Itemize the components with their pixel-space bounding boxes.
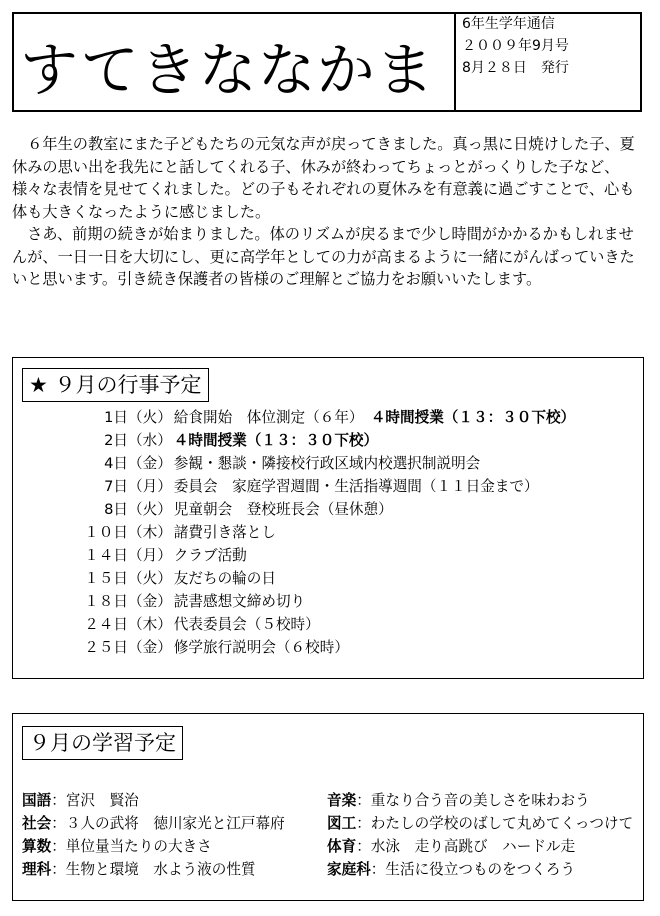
event-text: 委員会 家庭学習週間・生活指導週間（１１日金まで） <box>173 478 539 495</box>
event-row <box>62 452 575 475</box>
event-day: ２４日 <box>84 616 128 633</box>
study-right-column <box>327 789 633 881</box>
event-day: １５日 <box>84 570 128 587</box>
study-row <box>22 858 285 881</box>
event-row <box>62 498 575 521</box>
events-title: ★ ９月の行事予定 <box>22 368 209 402</box>
event-weekday: （木） <box>128 524 172 541</box>
event-weekday: （月） <box>128 478 172 495</box>
event-weekday: （水） <box>128 432 172 449</box>
event-weekday: （火） <box>128 409 172 426</box>
study-content: ：３人の武将 徳川家光と江戸幕府 <box>51 815 285 832</box>
newsletter-title: すてきななかま <box>20 36 435 104</box>
study-subject: 家庭科 <box>327 861 371 878</box>
event-day: １０日 <box>84 524 128 541</box>
study-content: ：水泳 走り高跳び ハードル走 <box>356 838 576 855</box>
study-subject: 国語 <box>22 792 52 809</box>
intro-text <box>12 133 648 291</box>
study-content: ：生物と環境 水よう液の性質 <box>51 861 256 878</box>
study-row <box>327 858 633 881</box>
event-day: 4日 <box>104 455 128 472</box>
study-row <box>327 835 633 858</box>
issue-line: 6年生学年通信 <box>462 16 555 32</box>
event-text: 諸費引き落とし <box>173 524 276 541</box>
event-row <box>62 544 575 567</box>
event-row <box>62 590 575 613</box>
study-subject: 理科 <box>22 861 52 878</box>
study-content: ：生活に役立つものをつくろう <box>370 861 576 878</box>
event-text: クラブ活動 <box>173 547 247 564</box>
issue-line: ２００９年9月号 <box>462 38 569 54</box>
study-row <box>327 812 633 835</box>
event-bold-text: ４時間授業（１３：３０下校） <box>370 409 576 426</box>
event-weekday: （火） <box>128 570 172 587</box>
event-row <box>62 475 575 498</box>
event-text: 参観・懇談・隣接校行政区域内校選択制説明会 <box>173 455 481 472</box>
event-day: １８日 <box>84 593 128 610</box>
event-day: １４日 <box>84 547 128 564</box>
event-row <box>62 567 575 590</box>
event-text: 読書感想文締め切り <box>173 593 306 610</box>
study-content: ：宮沢 賢治 <box>51 792 139 809</box>
event-weekday: （金） <box>128 455 172 472</box>
event-weekday: （火） <box>128 501 172 518</box>
events-list <box>62 406 575 659</box>
event-weekday: （金） <box>128 639 172 656</box>
event-text: 児童朝会 登校班長会（昼休憩） <box>173 501 393 518</box>
event-text: 代表委員会（５校時） <box>173 616 320 633</box>
event-row <box>62 613 575 636</box>
issue-line: 8月２８日 発行 <box>462 60 569 76</box>
event-row <box>62 521 575 544</box>
study-subject: 図工 <box>327 815 357 832</box>
study-subject: 算数 <box>22 838 52 855</box>
event-day: 8日 <box>104 501 128 518</box>
study-subject: 音楽 <box>327 792 357 809</box>
event-weekday: （金） <box>128 593 172 610</box>
event-text: 修学旅行説明会（６校時） <box>173 639 349 656</box>
event-day: ２５日 <box>84 639 128 656</box>
study-content: ：わたしの学校のばして丸めてくっつけて <box>356 815 634 832</box>
event-bold-text: ４時間授業（１３：３０下校） <box>173 432 379 449</box>
study-row <box>22 789 285 812</box>
intro-paragraph: さあ、前期の続きが始まりました。体のリズムが戻るまで少し時間がかかるかもしれませんが、一日一日を大切にし、更に高学年としての力が高まるように一緒にがんばっていきたいと思います。引き続き保護者の皆様のご理解とご協力をお願いいたします。 <box>12 225 635 288</box>
study-content: ：単位量当たりの大きさ <box>51 838 212 855</box>
event-text: 友だちの輪の日 <box>173 570 276 587</box>
event-text: 給食開始 体位測定（６年） <box>173 409 371 426</box>
event-day: 1日 <box>104 409 128 426</box>
event-weekday: （月） <box>128 547 172 564</box>
event-day: 2日 <box>104 432 128 449</box>
study-left-column <box>22 789 285 881</box>
study-title: ９月の学習予定 <box>22 726 183 760</box>
study-subject: 社会 <box>22 815 52 832</box>
study-row <box>22 812 285 835</box>
event-row <box>62 429 575 452</box>
study-subject: 体育 <box>327 838 357 855</box>
study-content: ：重なり合う音の美しさを味わおう <box>356 792 590 809</box>
study-row <box>327 789 633 812</box>
event-row <box>62 636 575 659</box>
study-row <box>22 835 285 858</box>
intro-paragraph: ６年生の教室にまた子どもたちの元気な声が戻ってきました。真っ黒に日焼けした子、夏休みの思い出を我先にと話してくれる子、休みが終わってちょっとがっくりした子など、様々な表情を見せてくれました。どの子もそれぞれの夏休みを有意義に過ごすことで、心も体も大きくなったように感じました。 <box>12 135 635 221</box>
issue-info <box>454 13 569 79</box>
event-row <box>62 406 575 429</box>
event-day: 7日 <box>104 478 128 495</box>
event-weekday: （木） <box>128 616 172 633</box>
